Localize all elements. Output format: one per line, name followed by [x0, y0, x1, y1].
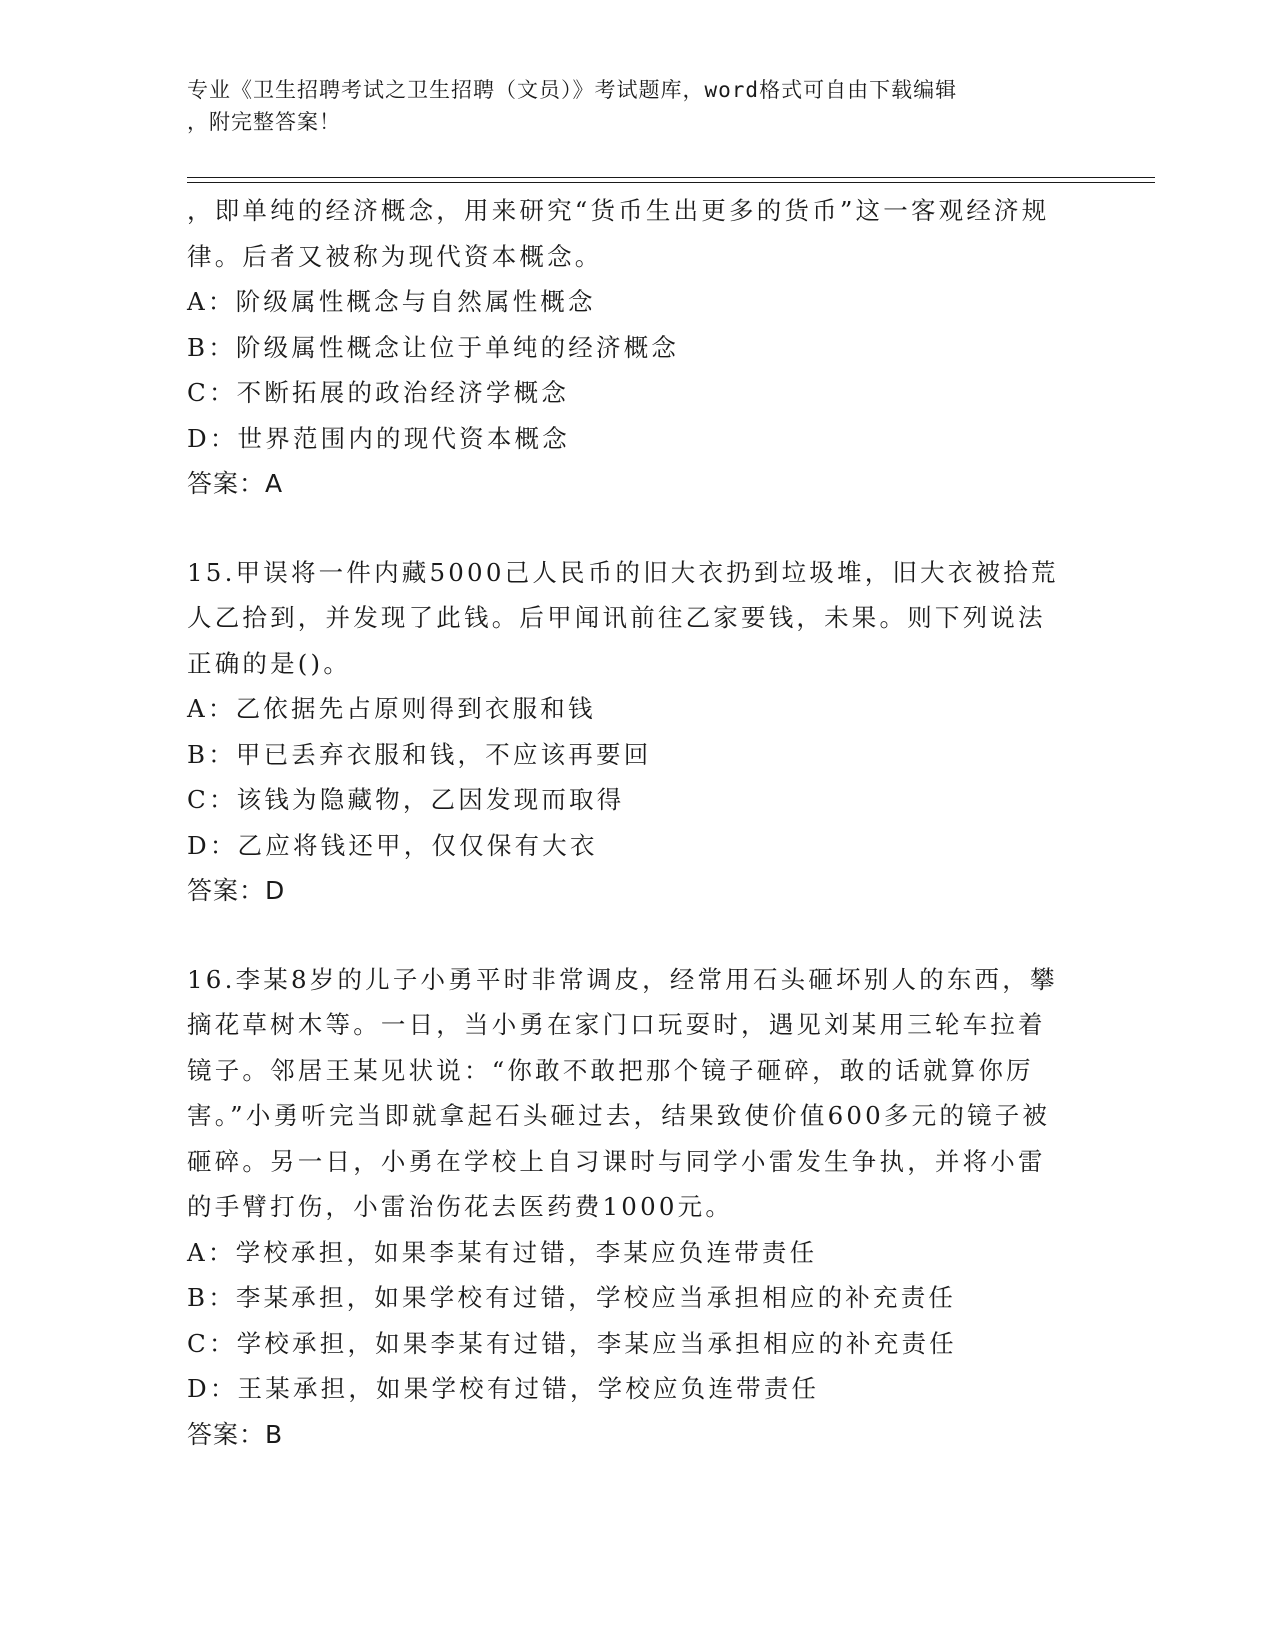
document-body — [187, 188, 1067, 1457]
option-c: C：学校承担，如果李某有过错，李某应当承担相应的补充责任 — [187, 1328, 957, 1358]
option-a: A：学校承担，如果李某有过错，李某应负连带责任 — [187, 1237, 818, 1267]
option-d: D：王某承担，如果学校有过错，学校应负连带责任 — [187, 1374, 820, 1403]
header-line-2: ，附完整答案！ — [187, 110, 341, 134]
option-b: B：阶级属性概念让位于单纯的经济概念 — [187, 332, 680, 362]
option-a: A：乙依据先占原则得到衣服和钱 — [187, 694, 596, 723]
option-a: A：阶级属性概念与自然属性概念 — [187, 287, 596, 316]
question-text: 16.李某8岁的儿子小勇平时非常调皮，经常用石头砸坏别人的东西，攀摘花草树木等。一日，当小勇在家门口玩耍时，遇见刘某用三轮车拉着镜子。邻居王某见状说：“你敢不敢把那个镜子砸碎，敢的话就算你厉害。”小勇听完当即就拿起石头砸过去，结果致使价值600多元的镜子被砸碎。另一日，小勇在学校上自习课时与同学小雷发生争执，并将小雷的手臂打伤，小雷治伤花去医药费1000元。 — [187, 964, 1058, 1221]
question-text: 15.甲误将一件内藏5000己人民币的旧大衣扔到垃圾堆，旧大衣被拾荒人乙拾到，并发现了此钱。后甲闻讯前往乙家要钱，未果。则下列说法正确的是()。 — [187, 557, 1059, 678]
question-text: ，即单纯的经济概念，用来研究“货币生出更多的货币”这一客观经济规律。后者又被称为现代资本概念。 — [187, 196, 1050, 271]
option-d: D：乙应将钱还甲，仅仅保有大衣 — [187, 830, 598, 860]
spacer — [187, 507, 1067, 550]
answer-line: 答案：D — [187, 876, 286, 905]
option-b: B：甲已丢弃衣服和钱，不应该再要回 — [187, 739, 652, 769]
header-rule-bottom — [187, 182, 1155, 183]
spacer — [187, 914, 1067, 957]
question-15 — [187, 550, 1067, 914]
header-rule-top — [187, 177, 1155, 178]
answer-line: 答案：B — [187, 1419, 284, 1449]
question-16 — [187, 957, 1067, 1458]
question-14-continuation — [187, 188, 1067, 507]
option-c: C：不断拓展的政治经济学概念 — [187, 378, 570, 407]
option-d: D：世界范围内的现代资本概念 — [187, 423, 570, 453]
header-line-1: 专业《卫生招聘考试之卫生招聘（文员）》考试题库，word格式可自由下载编辑 — [187, 78, 958, 102]
option-b: B：李某承担，如果学校有过错，学校应当承担相应的补充责任 — [187, 1283, 957, 1312]
document-header — [187, 74, 1067, 138]
option-c: C：该钱为隐藏物，乙因发现而取得 — [187, 785, 625, 814]
answer-line: 答案：A — [187, 469, 284, 498]
